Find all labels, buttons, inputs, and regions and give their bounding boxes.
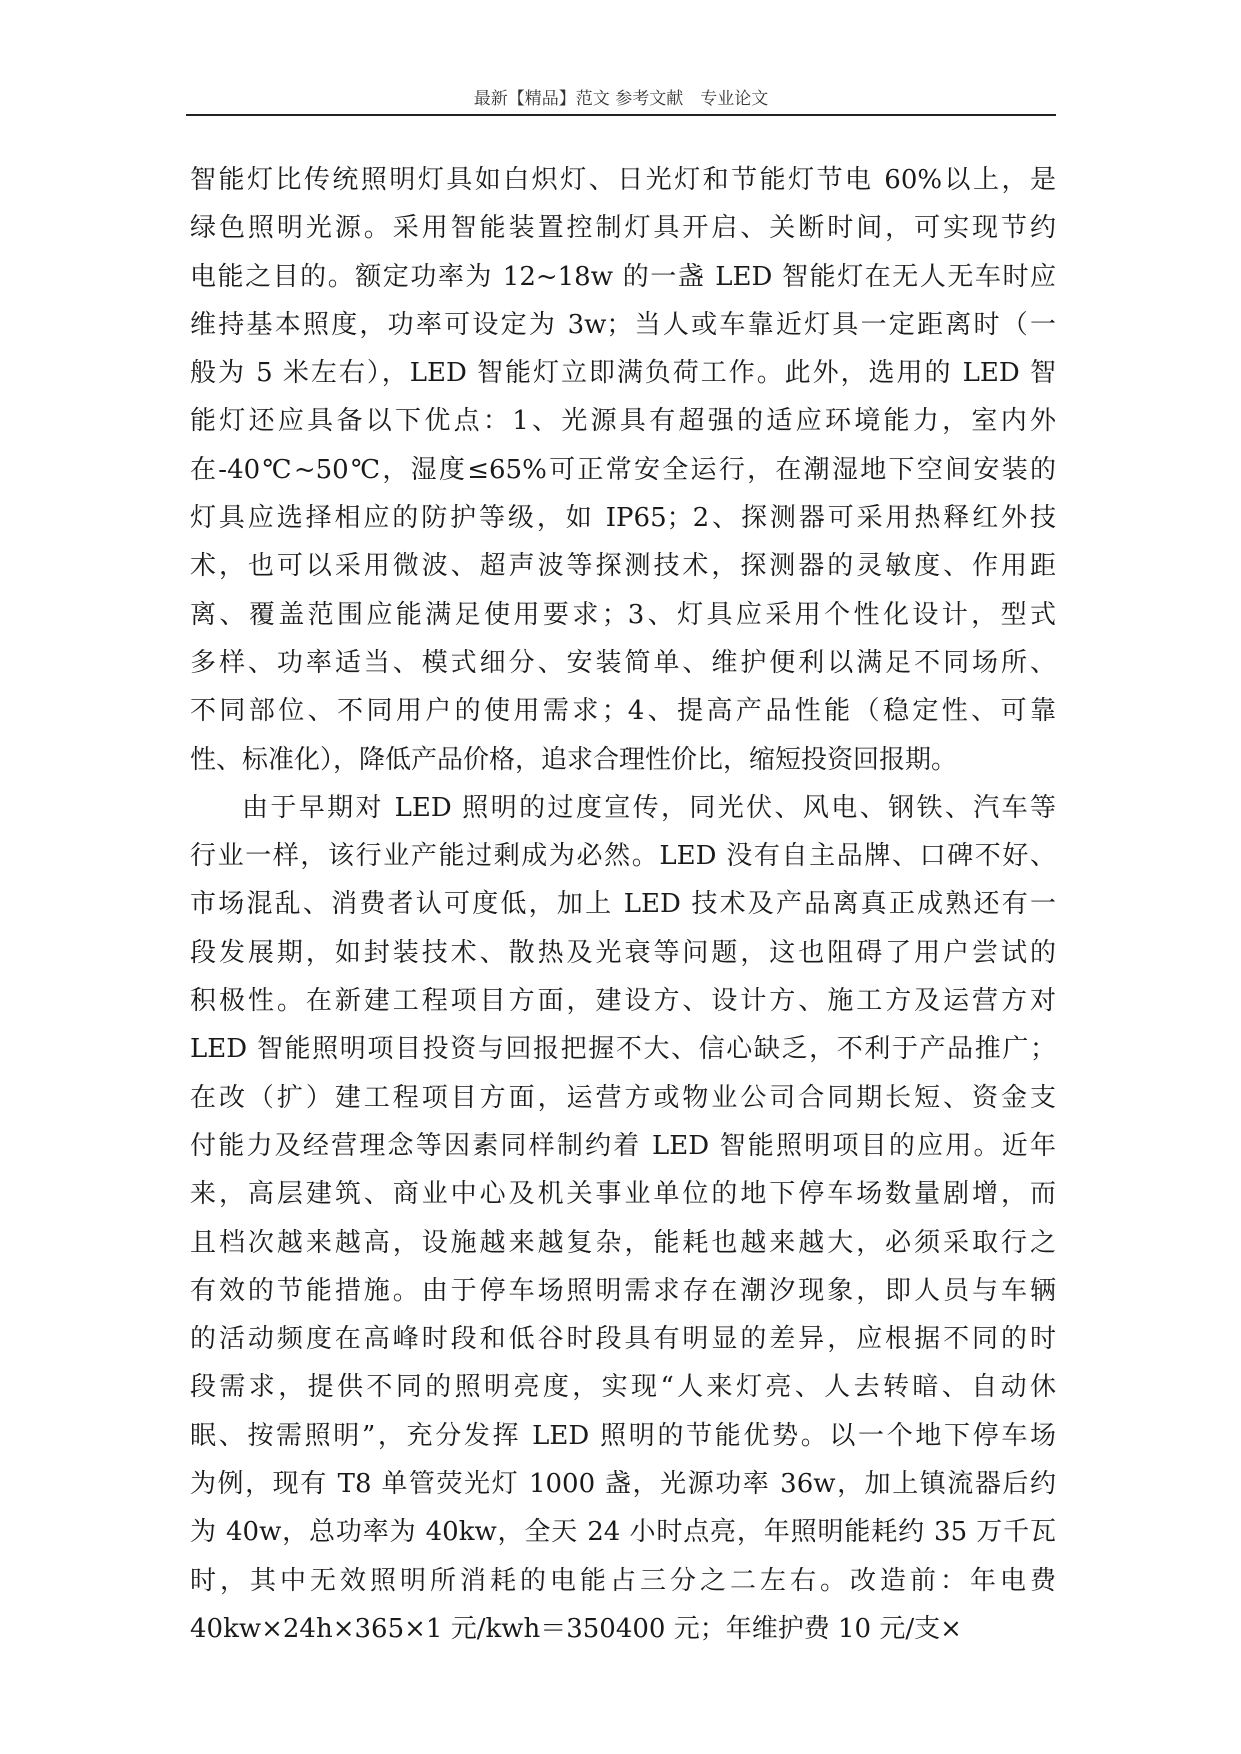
text-line: 智能灯比传统照明灯具如白炽灯、日光灯和节能灯节电 60%以上，是 [190, 165, 1056, 195]
text-line: 40kw×24h×365×1 元/kwh＝350400 元；年维护费 10 元/支× [190, 1613, 962, 1644]
text-line: 行业一样，该行业产能过剩成为必然。LED 没有自主品牌、口碑不好、 [190, 841, 1056, 872]
text-line: 来，高层建筑、商业中心及机关事业单位的地下停车场数量剧增，而 [190, 1179, 1056, 1210]
text-line: 绿色照明光源。采用智能装置控制灯具开启、关断时间，可实现节约 [190, 213, 1056, 244]
text-line: 不同部位、不同用户的使用需求；4、提高产品性能（稳定性、可靠 [190, 696, 1056, 727]
text-line: 电能之目的。额定功率为 12~18w 的一盏 LED 智能灯在无人无车时应 [190, 261, 1056, 292]
text-line: 般为 5 米左右），LED 智能灯立即满负荷工作。此外，选用的 LED 智 [190, 358, 1056, 389]
page-header: 最新【精品】范文 参考文献 专业论文 [473, 89, 769, 109]
text-line: 时，其中无效照明所消耗的电能占三分之二左右。改造前：年电费 [190, 1565, 1056, 1596]
text-line: 维持基本照度，功率可设定为 3w；当人或车靠近灯具一定距离时（一 [190, 309, 1056, 340]
text-line: 为例，现有 T8 单管荧光灯 1000 盏，光源功率 36w，加上镇流器后约 [190, 1469, 1056, 1500]
text-line: 的活动频度在高峰时段和低谷时段具有明显的差异，应根据不同的时 [190, 1324, 1056, 1355]
text-line: 积极性。在新建工程项目方面，建设方、设计方、施工方及运营方对 [190, 986, 1056, 1017]
text-line: 灯具应选择相应的防护等级，如 IP65；2、探测器可采用热释红外技 [190, 503, 1056, 534]
text-line: 术，也可以采用微波、超声波等探测技术，探测器的灵敏度、作用距 [190, 551, 1056, 582]
text-line: 为 40w，总功率为 40kw，全天 24 小时点亮，年照明能耗约 35 万千瓦 [190, 1517, 1056, 1548]
text-line: 性、标准化），降低产品价格，追求合理性价比，缩短投资回报期。 [190, 744, 958, 775]
text-line: 付能力及经营理念等因素同样制约着 LED 智能照明项目的应用。近年 [190, 1130, 1056, 1161]
text-line: 段发展期，如封装技术、散热及光衰等问题，这也阻碍了用户尝试的 [190, 937, 1056, 968]
text-line: 眠、按需照明”，充分发挥 LED 照明的节能优势。以一个地下停车场 [190, 1420, 1056, 1451]
text-line: 能灯还应具备以下优点：1、光源具有超强的适应环境能力，室内外 [190, 406, 1056, 437]
text-line: 在-40℃~50℃，湿度≤65%可正常安全运行，在潮湿地下空间安装的 [190, 454, 1056, 485]
text-line: 多样、功率适当、模式细分、安装简单、维护便利以满足不同场所、 [190, 647, 1056, 678]
text-line: 在改（扩）建工程项目方面，运营方或物业公司合同期长短、资金支 [190, 1082, 1056, 1113]
text-line: 市场混乱、消费者认可度低，加上 LED 技术及产品离真正成熟还有一 [190, 889, 1056, 920]
text-line: 离、覆盖范围应能满足使用要求；3、灯具应采用个性化设计，型式 [190, 599, 1056, 630]
header-divider [186, 114, 1056, 116]
body-text [190, 156, 1056, 1653]
text-line: 段需求，提供不同的照明亮度，实现“人来灯亮、人去转暗、自动休 [190, 1372, 1056, 1403]
text-line: LED 智能照明项目投资与回报把握不大、信心缺乏，不利于产品推广； [190, 1034, 1056, 1065]
text-line: 有效的节能措施。由于停车场照明需求存在潮汐现象，即人员与车辆 [190, 1275, 1056, 1306]
text-line: 由于早期对 LED 照明的过度宣传，同光伏、风电、钢铁、汽车等 [242, 792, 1056, 823]
text-line: 且档次越来越高，设施越来越复杂，能耗也越来越大，必须采取行之 [190, 1227, 1056, 1258]
